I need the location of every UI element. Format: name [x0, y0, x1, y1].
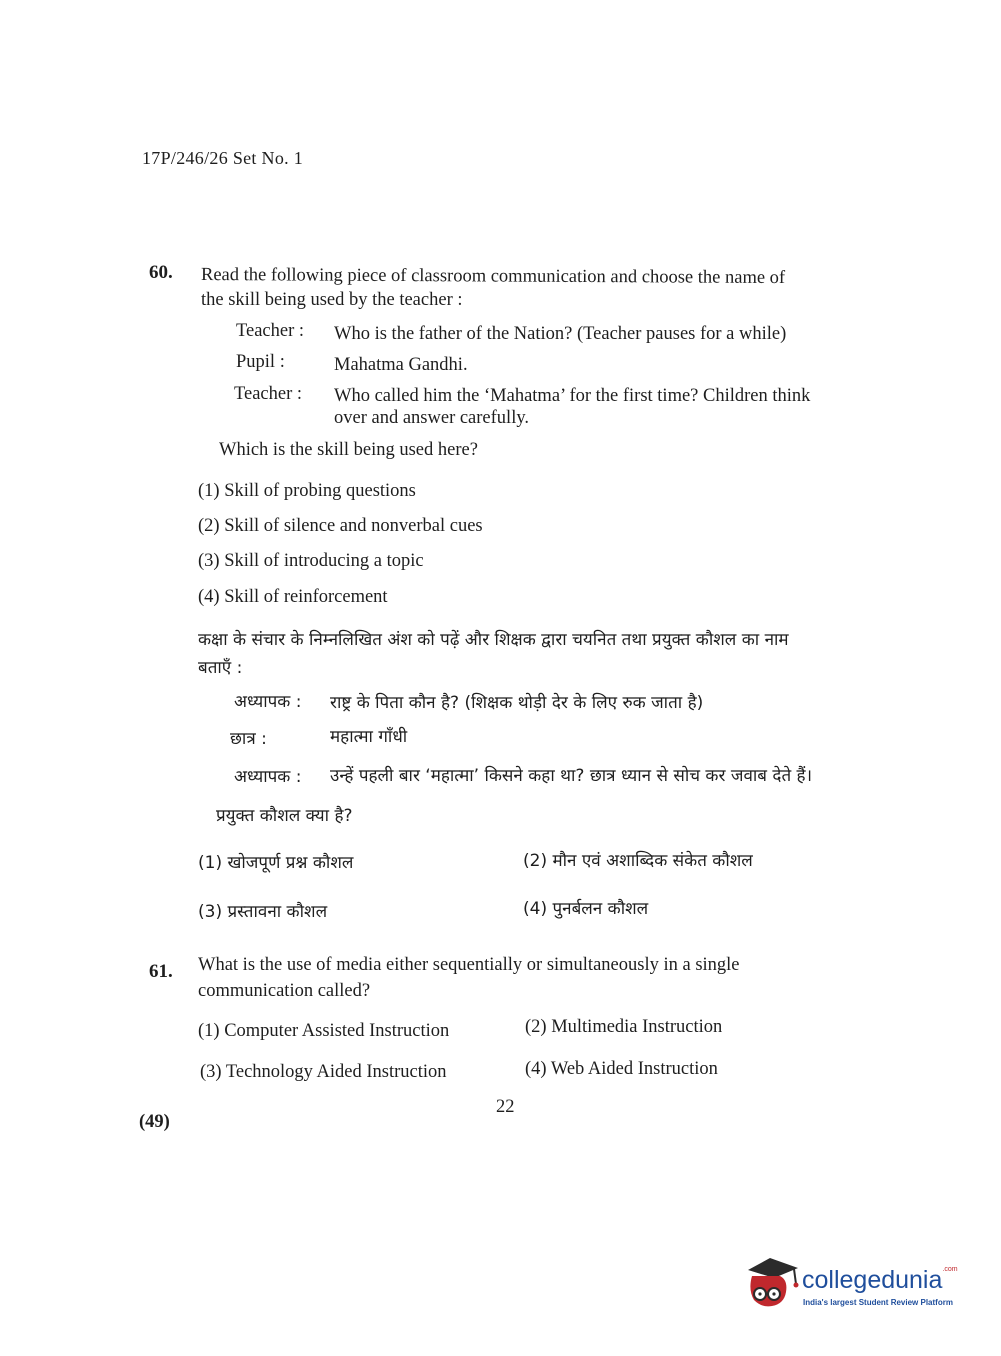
option-4: (4) Skill of reinforcement [198, 587, 388, 607]
option-2: (2) Multimedia Instruction [525, 1017, 723, 1037]
dialogue-speaker: Teacher : [236, 321, 305, 341]
hindi-dialogue-text: राष्ट्र के पिता कौन है? (शिक्षक थोड़ी देर के लिए रुक जाता है) [330, 693, 704, 713]
option-2: (2) Skill of silence and nonverbal cues [198, 516, 483, 536]
logo-tagline: India's largest Student Review Platform [803, 1298, 953, 1307]
option-1: (1) Skill of probing questions [198, 481, 416, 501]
dialogue-speaker: Teacher : [234, 384, 303, 404]
dialogue-text: Who called him the ‘Mahatma’ for the first time? Children think [334, 386, 811, 406]
hindi-dialogue-speaker: छात्र : [230, 729, 267, 749]
dialogue-text-cont: over and answer carefully. [334, 408, 530, 428]
dialogue-text: Who is the father of the Nation? (Teacher pauses for a while) [334, 324, 787, 344]
hindi-option-2: (2) मौन एवं अशाब्दिक संकेत कौशल [523, 851, 753, 871]
hindi-option-4: (4) पुनर्बलन कौशल [523, 899, 649, 919]
question-prompt: What is the use of media either sequentially or simultaneously in a single [198, 955, 740, 975]
page-number: 22 [496, 1097, 515, 1117]
question-number: 61. [149, 961, 173, 982]
question-prompt-cont: the skill being used by the teacher : [201, 290, 463, 310]
dialogue-text: Mahatma Gandhi. [334, 355, 468, 375]
option-3: (3) Technology Aided Instruction [200, 1062, 447, 1082]
hindi-dialogue-text: महात्मा गाँधी [330, 727, 408, 747]
footer-code: (49) [139, 1112, 170, 1132]
question-text: Which is the skill being used here? [219, 440, 478, 460]
hindi-prompt: कक्षा के संचार के निम्नलिखित अंश को पढ़ें और शिक्षक द्वारा चयनित तथा प्रयुक्त कौशल का नाम [198, 630, 789, 650]
hindi-option-1: (1) खोजपूर्ण प्रश्न कौशल [198, 853, 354, 873]
question-prompt-cont: communication called? [198, 981, 371, 1001]
collegedunia-logo[interactable] [740, 1250, 970, 1320]
hindi-option-3: (3) प्रस्तावना कौशल [198, 902, 328, 922]
question-prompt: Read the following piece of classroom communication and choose the name of [200, 265, 786, 289]
option-4: (4) Web Aided Instruction [525, 1059, 718, 1079]
question-number: 60. [149, 262, 173, 283]
mascot-icon [740, 1250, 802, 1312]
dialogue-speaker: Pupil : [236, 352, 285, 372]
option-1: (1) Computer Assisted Instruction [198, 1021, 450, 1041]
option-3: (3) Skill of introducing a topic [198, 551, 424, 571]
header-code: 17P/246/26 Set No. 1 [142, 148, 304, 168]
hindi-dialogue-speaker: अध्यापक : [234, 767, 302, 787]
logo-name [802, 1266, 958, 1295]
hindi-question: प्रयुक्त कौशल क्या है? [216, 806, 353, 826]
hindi-dialogue-speaker: अध्यापक : [234, 692, 302, 712]
hindi-prompt-cont: बताएँ : [198, 658, 243, 678]
hindi-dialogue-text: उन्हें पहली बार ‘महात्मा’ किसने कहा था? छात्र ध्यान से सोच कर जवाब देते हैं। [330, 766, 813, 786]
logo-suffix: .com [942, 1266, 958, 1273]
logo-wordmark: collegedunia [802, 1266, 943, 1294]
